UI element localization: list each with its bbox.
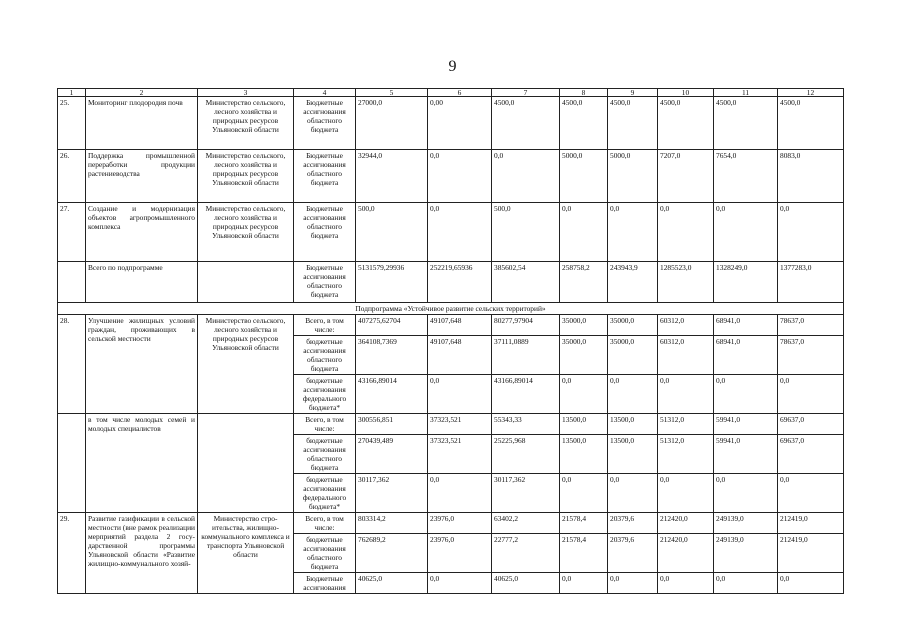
amount-cell: 78637,0	[778, 336, 844, 375]
amount-cell: 0,0	[560, 573, 608, 594]
amount-cell: 25225,968	[492, 435, 560, 474]
amount-cell: 0,0	[658, 375, 714, 414]
executor: Министерство сельского, лесного хозяйства и природных ресурсов Ульяновской области	[198, 150, 294, 203]
table-row	[58, 97, 844, 150]
amount-cell: 37111,0889	[492, 336, 560, 375]
column-number: 12	[778, 89, 844, 97]
funding-source: Бюджетные ассигнования областного бюджета	[294, 262, 356, 303]
funding-source: Бюджетные ассигнования областного бюджета	[294, 97, 356, 150]
amount-cell: 4500,0	[608, 97, 658, 150]
funding-source: бюджетные ассигнования федерального бюджета*	[294, 375, 356, 414]
table-row	[58, 262, 844, 303]
amount-cell: 59941,0	[714, 414, 778, 435]
amount-cell: 300556,851	[356, 414, 428, 435]
measure-name: Мониторинг плодородия почв	[86, 97, 198, 150]
funding-source: бюджетные ассигнования областного бюджета	[294, 336, 356, 375]
amount-cell: 35000,0	[608, 336, 658, 375]
amount-cell: 0,0	[714, 474, 778, 513]
amount-cell: 7207,0	[658, 150, 714, 203]
amount-cell: 803314,2	[356, 513, 428, 534]
page-number: 9	[448, 58, 457, 75]
amount-cell: 55343,33	[492, 414, 560, 435]
amount-cell: 0,0	[560, 203, 608, 262]
table-body	[58, 89, 844, 594]
measure-name: Развитие газификации в сельской местности (вне рамок реализации мерприятий раздела 2 государственной программы Ульяновской области «Развитие жилищно-коммунального хозяй-	[86, 513, 198, 594]
amount-cell: 13500,0	[608, 435, 658, 474]
amount-cell: 1377283,0	[778, 262, 844, 303]
amount-cell: 407275,62704	[356, 315, 428, 336]
amount-cell: 51312,0	[658, 414, 714, 435]
funding-source: Бюджетные ассигнования областного бюджета	[294, 203, 356, 262]
amount-cell: 43166,89014	[492, 375, 560, 414]
funding-source: Всего, в том числе:	[294, 513, 356, 534]
row-number: 28.	[58, 315, 86, 414]
measure-name: Поддержка промышленной переработки продукции растениеводства	[86, 150, 198, 203]
amount-cell: 23976,0	[428, 534, 492, 573]
amount-cell: 49107,648	[428, 315, 492, 336]
amount-cell: 21578,4	[560, 534, 608, 573]
row-number	[58, 414, 86, 513]
amount-cell: 0,0	[778, 573, 844, 594]
amount-cell: 8083,0	[778, 150, 844, 203]
budget-table	[57, 88, 844, 594]
amount-cell: 68941,0	[714, 315, 778, 336]
column-number: 4	[294, 89, 356, 97]
amount-cell: 63402,2	[492, 513, 560, 534]
measure-name: Улучшение жилищных условий граждан, проживающих в сельской местности	[86, 315, 198, 414]
amount-cell: 212420,0	[658, 513, 714, 534]
amount-cell: 243943,9	[608, 262, 658, 303]
amount-cell: 249139,0	[714, 513, 778, 534]
amount-cell: 0,0	[658, 203, 714, 262]
funding-source: бюджетные ассигнования федерального бюджета*	[294, 474, 356, 513]
amount-cell: 0,0	[560, 474, 608, 513]
funding-source: бюджетные ассигнования областного бюджета	[294, 435, 356, 474]
amount-cell: 5000,0	[560, 150, 608, 203]
funding-source: Всего, в том числе:	[294, 315, 356, 336]
amount-cell: 49107,648	[428, 336, 492, 375]
amount-cell: 21578,4	[560, 513, 608, 534]
amount-cell: 43166,89014	[356, 375, 428, 414]
amount-cell: 4500,0	[658, 97, 714, 150]
table-row	[58, 203, 844, 262]
table-row	[58, 414, 844, 435]
section-title: Подпрограмма «Устойчивое развитие сельских территорий»	[58, 303, 844, 315]
amount-cell: 212419,0	[778, 534, 844, 573]
row-number: 25.	[58, 97, 86, 150]
amount-cell: 0,0	[608, 203, 658, 262]
amount-cell: 23976,0	[428, 513, 492, 534]
section-row	[58, 303, 844, 315]
table-row	[58, 315, 844, 336]
row-number	[58, 262, 86, 303]
amount-cell: 22777,2	[492, 534, 560, 573]
amount-cell: 4500,0	[492, 97, 560, 150]
amount-cell: 68941,0	[714, 336, 778, 375]
amount-cell: 258758,2	[560, 262, 608, 303]
amount-cell: 0,0	[714, 375, 778, 414]
measure-name: Создание и модернизация объектов агропромышленного комплекса	[86, 203, 198, 262]
amount-cell: 252219,65936	[428, 262, 492, 303]
executor: Министерство строительства, жилищно-коммунального комплекса и транспорта Ульяновской области	[198, 513, 294, 594]
amount-cell: 0,0	[714, 203, 778, 262]
amount-cell: 40625,0	[356, 573, 428, 594]
column-number: 2	[86, 89, 198, 97]
amount-cell: 364108,7369	[356, 336, 428, 375]
amount-cell: 35000,0	[560, 336, 608, 375]
measure-name: в том числе молодых семей и молодых специалистов	[86, 414, 198, 513]
column-number: 5	[356, 89, 428, 97]
amount-cell: 78637,0	[778, 315, 844, 336]
executor	[198, 262, 294, 303]
amount-cell: 4500,0	[778, 97, 844, 150]
amount-cell: 0,0	[428, 375, 492, 414]
measure-name: Всего по подпрограмме	[86, 262, 198, 303]
amount-cell: 69637,0	[778, 414, 844, 435]
amount-cell: 212419,0	[778, 513, 844, 534]
row-number: 27.	[58, 203, 86, 262]
amount-cell: 32944,0	[356, 150, 428, 203]
amount-cell: 0,0	[428, 150, 492, 203]
amount-cell: 0,0	[560, 375, 608, 414]
amount-cell: 13500,0	[608, 414, 658, 435]
row-number: 26.	[58, 150, 86, 203]
column-number: 7	[492, 89, 560, 97]
amount-cell: 35000,0	[560, 315, 608, 336]
funding-source: Всего, в том числе:	[294, 414, 356, 435]
funding-source: Бюджетные ассигнования	[294, 573, 356, 594]
amount-cell: 69637,0	[778, 435, 844, 474]
amount-cell: 0,0	[714, 573, 778, 594]
amount-cell: 37323,521	[428, 435, 492, 474]
column-number: 9	[608, 89, 658, 97]
amount-cell: 4500,0	[560, 97, 608, 150]
amount-cell: 0,0	[608, 573, 658, 594]
executor: Министерство сельского, лесного хозяйства и природных ресурсов Ульяновской области	[198, 315, 294, 414]
amount-cell: 212420,0	[658, 534, 714, 573]
amount-cell: 0,00	[428, 97, 492, 150]
amount-cell: 51312,0	[658, 435, 714, 474]
funding-source: Бюджетные ассигнования областного бюджета	[294, 150, 356, 203]
executor: Министерство сельского, лесного хозяйства и природных ресурсов Ульяновской области	[198, 97, 294, 150]
row-number: 29.	[58, 513, 86, 594]
amount-cell: 0,0	[428, 573, 492, 594]
amount-cell: 0,0	[778, 474, 844, 513]
amount-cell: 0,0	[658, 573, 714, 594]
amount-cell: 0,0	[428, 474, 492, 513]
amount-cell: 30117,362	[492, 474, 560, 513]
column-number-row	[58, 89, 844, 97]
amount-cell: 0,0	[608, 474, 658, 513]
amount-cell: 5131579,29936	[356, 262, 428, 303]
amount-cell: 0,0	[778, 203, 844, 262]
table-row	[58, 150, 844, 203]
amount-cell: 500,0	[356, 203, 428, 262]
column-number: 10	[658, 89, 714, 97]
amount-cell: 20379,6	[608, 513, 658, 534]
amount-cell: 60312,0	[658, 336, 714, 375]
amount-cell: 0,0	[778, 375, 844, 414]
amount-cell: 385602,54	[492, 262, 560, 303]
amount-cell: 40625,0	[492, 573, 560, 594]
column-number: 8	[560, 89, 608, 97]
amount-cell: 37323,521	[428, 414, 492, 435]
amount-cell: 4500,0	[714, 97, 778, 150]
amount-cell: 80277,97904	[492, 315, 560, 336]
amount-cell: 13500,0	[560, 435, 608, 474]
amount-cell: 60312,0	[658, 315, 714, 336]
amount-cell: 0,0	[428, 203, 492, 262]
amount-cell: 1328249,0	[714, 262, 778, 303]
amount-cell: 13500,0	[560, 414, 608, 435]
amount-cell: 1285523,0	[658, 262, 714, 303]
executor: Министерство сельского, лесного хозяйства и природных ресурсов Ульяновской области	[198, 203, 294, 262]
amount-cell: 5000,0	[608, 150, 658, 203]
funding-source: бюджетные ассигнования областного бюджета	[294, 534, 356, 573]
amount-cell: 7654,0	[714, 150, 778, 203]
amount-cell: 270439,489	[356, 435, 428, 474]
amount-cell: 0,0	[492, 150, 560, 203]
amount-cell: 249139,0	[714, 534, 778, 573]
amount-cell: 762689,2	[356, 534, 428, 573]
amount-cell: 20379,6	[608, 534, 658, 573]
table-row	[58, 513, 844, 534]
amount-cell: 500,0	[492, 203, 560, 262]
column-number: 11	[714, 89, 778, 97]
column-number: 3	[198, 89, 294, 97]
amount-cell: 30117,362	[356, 474, 428, 513]
amount-cell: 59941,0	[714, 435, 778, 474]
amount-cell: 35000,0	[608, 315, 658, 336]
amount-cell: 0,0	[608, 375, 658, 414]
executor	[198, 414, 294, 513]
amount-cell: 27000,0	[356, 97, 428, 150]
column-number: 6	[428, 89, 492, 97]
column-number: 1	[58, 89, 86, 97]
amount-cell: 0,0	[658, 474, 714, 513]
